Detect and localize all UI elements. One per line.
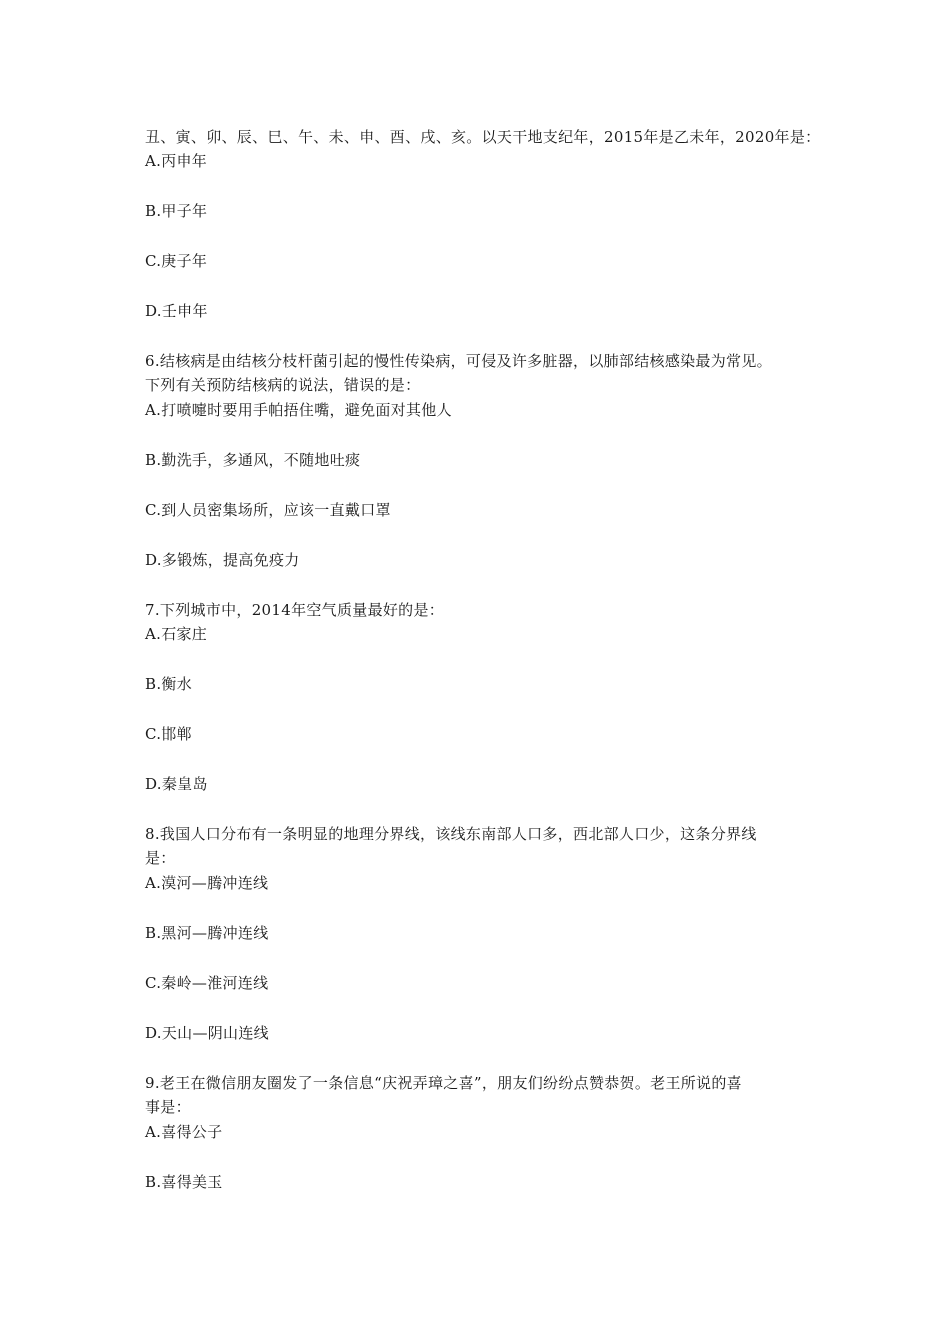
- q5-option-b: B.甲子年: [145, 202, 208, 220]
- q7-stem-line1: 7.下列城市中，2014年空气质量最好的是：: [145, 601, 445, 619]
- q9-option-a: A.喜得公子: [145, 1123, 223, 1141]
- q5-option-c: C.庚子年: [145, 252, 208, 270]
- q8-option-b: B.黑河—腾冲连线: [145, 924, 269, 942]
- q5-option-a: A.丙申年: [145, 152, 208, 170]
- q6-option-c: C.到人员密集场所，应该一直戴口罩: [145, 501, 391, 519]
- q9-option-b: B.喜得美玉: [145, 1173, 223, 1191]
- q9-stem-line2: 事是：: [145, 1098, 191, 1116]
- q6-option-b: B.勤洗手，多通风，不随地吐痰: [145, 451, 361, 469]
- q7-option-c: C.邯郸: [145, 725, 192, 743]
- q8-option-d: D.天山—阴山连线: [145, 1024, 269, 1042]
- q8-option-a: A.漠河—腾冲连线: [145, 874, 269, 892]
- q6-stem-line2: 下列有关预防结核病的说法，错误的是：: [145, 376, 421, 394]
- q8-stem-line1: 8.我国人口分布有一条明显的地理分界线，该线东南部人口多，西北部人口少，这条分界线: [145, 825, 757, 843]
- q8-stem-line2: 是：: [145, 849, 176, 867]
- q6-option-a: A.打喷嚏时要用手帕捂住嘴，避免面对其他人: [145, 401, 452, 419]
- q6-stem-line1: 6.结核病是由结核分枝杆菌引起的慢性传染病，可侵及许多脏器，以肺部结核感染最为常见。: [145, 352, 772, 370]
- q6-option-d: D.多锻炼，提高免疫力: [145, 551, 300, 569]
- q5-option-d: D.壬申年: [145, 302, 208, 320]
- q5-stem-tail: 丑、寅、卯、辰、巳、午、未、申、酉、戌、亥。以天干地支纪年，2015年是乙未年，2020年是：: [145, 128, 821, 146]
- q7-option-a: A.石家庄: [145, 625, 208, 643]
- q9-stem-line1: 9.老王在微信朋友圈发了一条信息“庆祝弄璋之喜”，朋友们纷纷点赞恭贺。老王所说的喜: [145, 1074, 742, 1092]
- q7-option-b: B.衡水: [145, 675, 192, 693]
- q7-option-d: D.秦皇岛: [145, 775, 208, 793]
- q8-option-c: C.秦岭—淮河连线: [145, 974, 269, 992]
